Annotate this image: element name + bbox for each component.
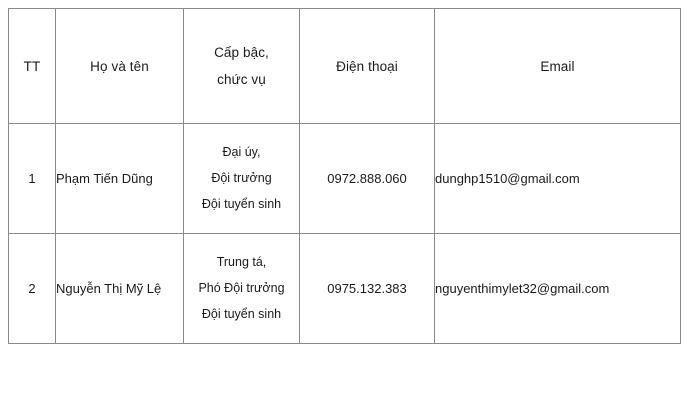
header-cell-rank	[184, 9, 300, 124]
contact-table	[8, 8, 681, 344]
header-phone-line-1: Điện thoại	[336, 58, 398, 74]
header-tt-line-1: TT	[23, 58, 41, 74]
row-2-rank-line-2: Phó Đội trưởng	[198, 281, 285, 295]
table-row	[9, 234, 681, 344]
header-cell-email	[435, 9, 681, 124]
header-rank-line-1: Cấp bậc,	[214, 45, 269, 60]
row-1-rank-line-3: Đội tuyển sinh	[201, 197, 282, 211]
header-name-line-1: Họ và tên	[90, 58, 149, 74]
row-2-phone: 0975.132.383	[300, 234, 435, 344]
table-body	[9, 124, 681, 344]
row-2-name: Nguyễn Thị Mỹ Lệ	[56, 234, 184, 344]
row-2-rank-line-3: Đội tuyển sinh	[201, 307, 282, 321]
row-2-rank-line-1: Trung tá,	[216, 255, 267, 269]
row-1-rank-line-2: Đội trưởng	[211, 171, 272, 185]
row-1-phone: 0972.888.060	[300, 124, 435, 234]
row-1-name: Phạm Tiến Dũng	[56, 124, 184, 234]
header-rank-line-2: chức vụ	[217, 72, 266, 87]
row-1-email: dunghp1510@gmail.com	[435, 124, 681, 234]
row-1-rank	[184, 124, 300, 234]
row-2-index: 2	[9, 234, 56, 344]
row-2-rank	[184, 234, 300, 344]
header-cell-tt	[9, 9, 56, 124]
row-2-email: nguyenthimylet32@gmail.com	[435, 234, 681, 344]
header-email-line-1: Email	[540, 58, 575, 74]
document-page	[0, 8, 700, 408]
header-cell-phone	[300, 9, 435, 124]
row-1-rank-line-1: Đại úy,	[222, 145, 261, 159]
table-row	[9, 124, 681, 234]
table-header	[9, 9, 681, 124]
header-cell-name	[56, 9, 184, 124]
row-1-index: 1	[9, 124, 56, 234]
table-header-row	[9, 9, 681, 124]
